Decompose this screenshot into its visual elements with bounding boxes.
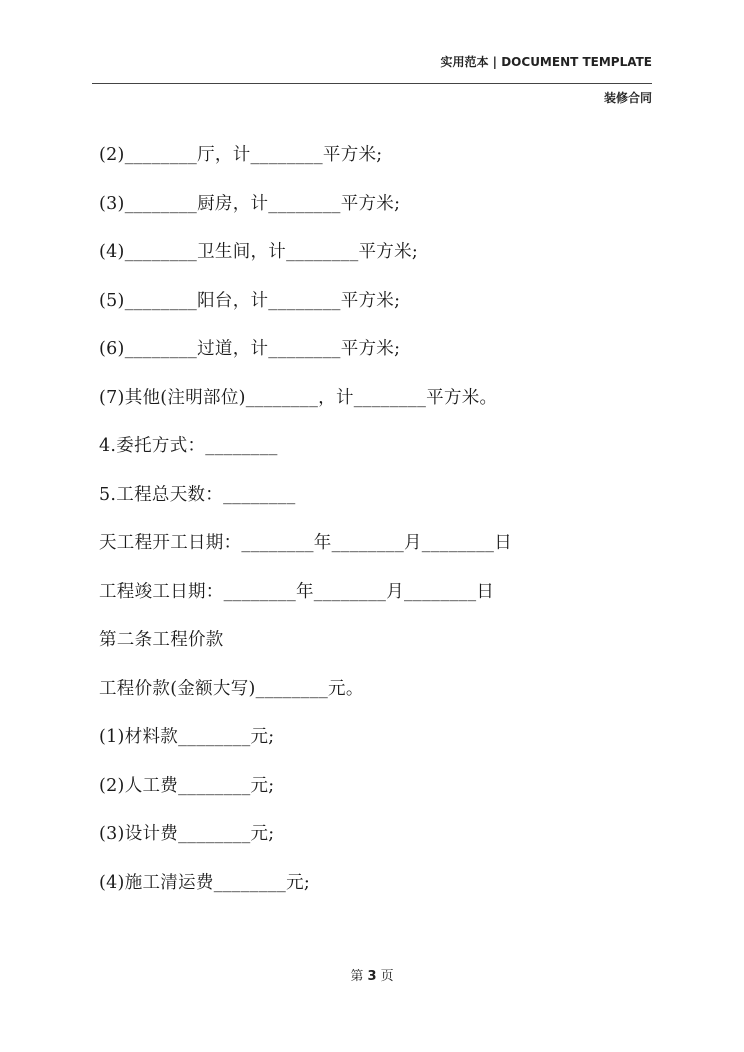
total-days: 5.工程总天数：________ — [99, 484, 296, 505]
area-item-kitchen: (3)________厨房，计________平方米; — [99, 193, 401, 214]
document-body — [99, 143, 659, 919]
price-item-cleanup: (4)施工清运费________元; — [99, 872, 311, 893]
area-item-other: (7)其他(注明部位)________，计________平方米。 — [99, 387, 498, 408]
area-item-bathroom: (4)________卫生间，计________平方米; — [99, 242, 419, 262]
completion-date: 工程竣工日期：________年________月________日 — [99, 581, 495, 602]
commission-method: 4.委托方式：________ — [99, 436, 278, 456]
document-subtitle: 装修合同 — [603, 91, 652, 105]
price-item-labor: (2)人工费________元; — [99, 775, 275, 796]
page-number: 3 — [367, 969, 377, 984]
price-item-design: (3)设计费________元; — [99, 824, 275, 844]
area-item-balcony: (5)________阳台，计________平方米; — [99, 290, 401, 311]
price-item-materials: (1)材料款________元; — [99, 727, 275, 747]
section-heading-price: 第二条工程价款 — [99, 630, 224, 650]
area-item-corridor: (6)________过道，计________平方米; — [99, 339, 401, 359]
start-date: 天工程开工日期：________年________月________日 — [99, 533, 512, 553]
page-footer — [0, 965, 744, 984]
header-divider — [92, 83, 652, 84]
area-item-hall: (2)________厅，计________平方米; — [99, 145, 383, 165]
total-price: 工程价款(金额大写)________元。 — [99, 678, 364, 699]
page-prefix: 第 — [350, 969, 364, 984]
page-suffix: 页 — [380, 969, 394, 984]
document-header-title: 实用范本 | DOCUMENT TEMPLATE — [440, 55, 652, 69]
